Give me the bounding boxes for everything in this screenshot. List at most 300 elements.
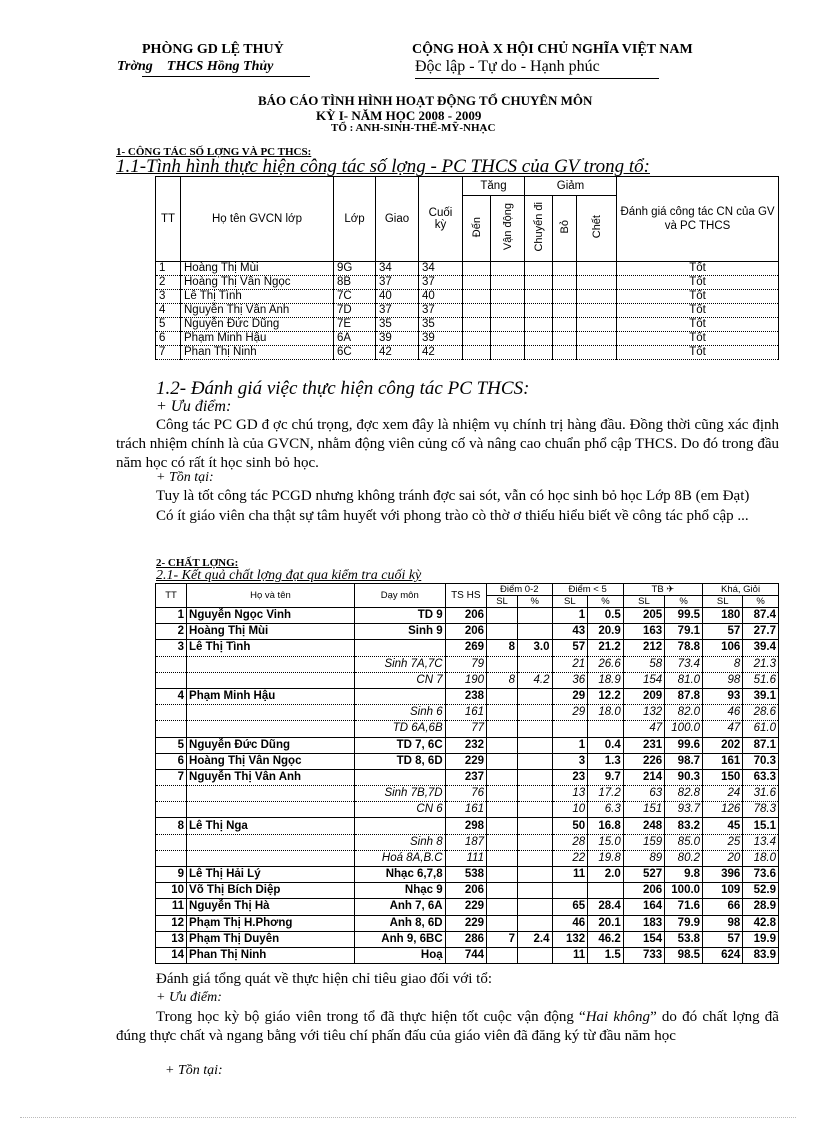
- cell-c: 132: [552, 931, 588, 947]
- cell-ts: 744: [445, 947, 486, 963]
- cell-c: 21: [552, 656, 588, 672]
- cell-c: 22: [552, 850, 588, 866]
- col-lop: Lớp: [334, 177, 376, 262]
- cell-a: 7: [487, 931, 518, 947]
- table-row: [156, 915, 779, 931]
- cell-mon: [354, 818, 445, 834]
- cell-d: 17.2: [588, 786, 624, 802]
- cell-name: Hoàng Thị Mùi: [181, 262, 334, 276]
- cell-name: Hoàng Thị Vân Ngọc: [187, 753, 355, 769]
- cell-tt: 3: [156, 290, 181, 304]
- cell-ts: 206: [445, 883, 486, 899]
- cell-c: 11: [552, 867, 588, 883]
- t2-sl: SL: [552, 596, 588, 608]
- cell-b: 4.2: [518, 672, 552, 688]
- cell-name: Lê Thị Nga: [187, 818, 355, 834]
- cell-empty: [525, 318, 553, 332]
- cell-b: [518, 737, 552, 753]
- cell-a: [487, 608, 518, 624]
- cell-a: [487, 688, 518, 704]
- cell-tt: 7: [156, 769, 187, 785]
- cell-giao: 39: [376, 332, 419, 346]
- table-row: [156, 737, 779, 753]
- cell-g: 45: [703, 818, 743, 834]
- cell-h: 61.0: [743, 721, 779, 737]
- cell-empty: [491, 290, 525, 304]
- cell-a: [487, 786, 518, 802]
- cell-c: 29: [552, 705, 588, 721]
- cell-e: 209: [623, 688, 664, 704]
- cell-empty: [553, 276, 577, 290]
- cell-d: 19.8: [588, 850, 624, 866]
- q-ton-label: + Tồn tại:: [165, 1063, 223, 1078]
- cell-empty: [577, 332, 617, 346]
- cell-mon: Nhạc 6,7,8: [354, 867, 445, 883]
- cell-empty: [525, 290, 553, 304]
- cell-d: 20.1: [588, 915, 624, 931]
- cell-c: 57: [552, 640, 588, 656]
- school-name: [117, 59, 273, 75]
- cell-d: 18.0: [588, 705, 624, 721]
- cell-e: 163: [623, 624, 664, 640]
- cell-b: [518, 721, 552, 737]
- cell-e: 183: [623, 915, 664, 931]
- cell-ts: 232: [445, 737, 486, 753]
- cell-f: 79.9: [665, 915, 703, 931]
- cell-b: [518, 867, 552, 883]
- table-row: [156, 802, 779, 818]
- cell-c: 36: [552, 672, 588, 688]
- pc-uu-text: Công tác PC GD đ ợc chú trọng, đợc xem đây là nhiệm vụ chính trị hàng đầu. Đồng thời cũng xác định trách nhiệm chính là của GVCN, nhằm động viên củng cố và nâng cao chuẩn phổ cập THCS. Do đó trong đầu năm học có rất ít học sinh bỏ học.: [116, 417, 779, 471]
- cell-e: 206: [623, 883, 664, 899]
- table-row: [156, 850, 779, 866]
- table-row: [156, 262, 779, 276]
- cell-h: 73.6: [743, 867, 779, 883]
- cell-tt: [156, 672, 187, 688]
- pc-uu-label: + Ưu điểm:: [156, 398, 232, 415]
- cell-e: 226: [623, 753, 664, 769]
- cell-h: 39.4: [743, 640, 779, 656]
- cell-name: Phạm Minh Hậu: [187, 688, 355, 704]
- cell-tt: [156, 721, 187, 737]
- cell-g: 47: [703, 721, 743, 737]
- cell-c: 13: [552, 786, 588, 802]
- cell-ts: 77: [445, 721, 486, 737]
- cell-ts: 206: [445, 624, 486, 640]
- cell-tt: [156, 834, 187, 850]
- cell-h: 51.6: [743, 672, 779, 688]
- cell-d: 12.2: [588, 688, 624, 704]
- cell-lop: 7E: [334, 318, 376, 332]
- cell-tt: [156, 850, 187, 866]
- cell-cuoi: 37: [419, 304, 463, 318]
- cell-mon: [354, 769, 445, 785]
- cell-b: 3.0: [518, 640, 552, 656]
- cell-a: [487, 883, 518, 899]
- cell-tt: 6: [156, 753, 187, 769]
- col-cuoi-ky: Cuối kỳ: [419, 177, 463, 262]
- cell-d: [588, 721, 624, 737]
- cell-empty: [491, 262, 525, 276]
- cell-a: 8: [487, 672, 518, 688]
- t2-pct: %: [588, 596, 624, 608]
- cell-h: 15.1: [743, 818, 779, 834]
- cell-f: 98.5: [665, 947, 703, 963]
- table-row: [156, 276, 779, 290]
- cell-b: [518, 656, 552, 672]
- cell-a: [487, 721, 518, 737]
- cell-c: [552, 721, 588, 737]
- cell-f: 99.5: [665, 608, 703, 624]
- cell-dg: Tốt: [617, 332, 779, 346]
- q-uu-label: + Ưu điểm:: [156, 990, 222, 1005]
- col-den: Đến: [470, 216, 483, 238]
- cell-g: 66: [703, 899, 743, 915]
- cell-f: 100.0: [665, 721, 703, 737]
- cell-f: 90.3: [665, 769, 703, 785]
- cell-mon: Sinh 7B,7D: [354, 786, 445, 802]
- cell-g: 8: [703, 656, 743, 672]
- table-row: [156, 332, 779, 346]
- cell-g: 396: [703, 867, 743, 883]
- cell-empty: [491, 318, 525, 332]
- cell-f: 9.8: [665, 867, 703, 883]
- section1-heading: 1- CÔNG TÁC SỐ LỢNG VÀ PC THCS:: [116, 146, 312, 158]
- cell-giao: 37: [376, 304, 419, 318]
- overall-eval: Đánh giá tổng quát về thực hiện chỉ tiêu giao đối với tổ:: [156, 971, 492, 987]
- cell-mon: Sinh 6: [354, 705, 445, 721]
- cell-giao: 34: [376, 262, 419, 276]
- cell-cuoi: 40: [419, 290, 463, 304]
- cell-h: 52.9: [743, 883, 779, 899]
- col-tang: Tăng: [463, 177, 525, 196]
- cell-f: 99.6: [665, 737, 703, 753]
- cell-name: [187, 705, 355, 721]
- cell-empty: [463, 276, 491, 290]
- cell-h: 87.1: [743, 737, 779, 753]
- cell-ts: 76: [445, 786, 486, 802]
- cell-b: [518, 624, 552, 640]
- t2-col-mon: Dạy môn: [354, 584, 445, 608]
- cell-b: [518, 818, 552, 834]
- cell-name: [187, 656, 355, 672]
- t2-pct: %: [518, 596, 552, 608]
- cell-e: 151: [623, 802, 664, 818]
- cell-tt: [156, 786, 187, 802]
- section2-1-heading: 2.1- Kết quả chất lợng đạt qua kiểm tra cuối kỳ: [156, 568, 422, 583]
- cell-empty: [525, 304, 553, 318]
- cell-g: 57: [703, 624, 743, 640]
- cell-tt: 5: [156, 318, 181, 332]
- table-row: [156, 818, 779, 834]
- cell-h: 63.3: [743, 769, 779, 785]
- cell-b: [518, 883, 552, 899]
- cell-mon: Sinh 9: [354, 624, 445, 640]
- col-bo: Bỏ: [558, 220, 571, 234]
- cell-e: 527: [623, 867, 664, 883]
- cell-e: 154: [623, 672, 664, 688]
- cell-d: 21.2: [588, 640, 624, 656]
- cell-h: 83.9: [743, 947, 779, 963]
- cell-d: 9.7: [588, 769, 624, 785]
- cell-empty: [463, 332, 491, 346]
- cell-e: 212: [623, 640, 664, 656]
- national-title: CỘNG HOÀ X HỘI CHỦ NGHĨA VIỆT NAM: [412, 42, 693, 57]
- cell-empty: [577, 318, 617, 332]
- cell-name: Võ Thị Bích Diệp: [187, 883, 355, 899]
- school-prefix: Trờng: [117, 59, 153, 74]
- cell-name: Nguyễn Thị Vân Anh: [187, 769, 355, 785]
- cell-ts: 237: [445, 769, 486, 785]
- cell-b: [518, 915, 552, 931]
- cell-d: 1.3: [588, 753, 624, 769]
- cell-b: [518, 753, 552, 769]
- cell-b: [518, 899, 552, 915]
- cell-g: 24: [703, 786, 743, 802]
- cell-e: 214: [623, 769, 664, 785]
- cell-h: 28.9: [743, 899, 779, 915]
- cell-a: [487, 947, 518, 963]
- cell-tt: [156, 705, 187, 721]
- cell-mon: Hoạ: [354, 947, 445, 963]
- table-row: [156, 753, 779, 769]
- t2-pct: %: [743, 596, 779, 608]
- cell-f: 82.0: [665, 705, 703, 721]
- table-row: [156, 688, 779, 704]
- cell-empty: [553, 304, 577, 318]
- cell-tt: 2: [156, 276, 181, 290]
- cell-dg: Tốt: [617, 346, 779, 360]
- cell-c: 1: [552, 608, 588, 624]
- cell-h: 28.6: [743, 705, 779, 721]
- cell-b: [518, 802, 552, 818]
- cell-dg: Tốt: [617, 276, 779, 290]
- t2-pct: %: [665, 596, 703, 608]
- cell-name: Hoàng Thị Vân Ngọc: [181, 276, 334, 290]
- cell-name: [187, 721, 355, 737]
- cell-c: 28: [552, 834, 588, 850]
- report-group: TỔ : ANH-SINH-THỂ-MỸ-NHẠC: [331, 122, 496, 134]
- cell-cuoi: 39: [419, 332, 463, 346]
- table-row: [156, 672, 779, 688]
- cell-e: 154: [623, 931, 664, 947]
- cell-d: 15.0: [588, 834, 624, 850]
- cell-g: 93: [703, 688, 743, 704]
- report-term: KỲ I- NĂM HỌC 2008 - 2009: [316, 108, 482, 123]
- cell-empty: [525, 332, 553, 346]
- cell-dg: Tốt: [617, 262, 779, 276]
- cell-a: [487, 818, 518, 834]
- cell-mon: TD 6A,6B: [354, 721, 445, 737]
- cell-h: 18.0: [743, 850, 779, 866]
- cell-b: [518, 688, 552, 704]
- cell-a: [487, 624, 518, 640]
- cell-e: 58: [623, 656, 664, 672]
- cell-f: 73.4: [665, 656, 703, 672]
- cell-cuoi: 37: [419, 276, 463, 290]
- cell-empty: [553, 346, 577, 360]
- cell-f: 79.1: [665, 624, 703, 640]
- cell-dg: Tốt: [617, 304, 779, 318]
- table-row: [156, 318, 779, 332]
- cell-tt: 9: [156, 867, 187, 883]
- school-title: THCS Hồng Thủy: [166, 59, 274, 74]
- cell-dg: Tốt: [617, 290, 779, 304]
- cell-g: 109: [703, 883, 743, 899]
- cell-a: [487, 915, 518, 931]
- cell-name: [187, 802, 355, 818]
- cell-a: [487, 769, 518, 785]
- cell-ts: 538: [445, 867, 486, 883]
- cell-tt: 11: [156, 899, 187, 915]
- cell-d: [588, 883, 624, 899]
- cell-name: Nguyễn Thị Hà: [187, 899, 355, 915]
- cell-tt: 3: [156, 640, 187, 656]
- cell-g: 98: [703, 915, 743, 931]
- cell-name: Phạm Minh Hậu: [181, 332, 334, 346]
- col-chet: Chết: [590, 215, 603, 239]
- cell-name: [187, 672, 355, 688]
- col-danh-gia: Đánh giá công tác CN của GV và PC THCS: [617, 177, 779, 262]
- cell-g: 180: [703, 608, 743, 624]
- pc-ton-text-2: Có ít giáo viên cha thật sự tâm huyết với phong trào cò thờ ơ thiếu hiểu biết về công tác phổ cập ...: [156, 508, 749, 524]
- cell-a: [487, 850, 518, 866]
- cell-b: [518, 947, 552, 963]
- quality-table: [155, 583, 779, 964]
- cell-d: 1.5: [588, 947, 624, 963]
- cell-b: [518, 834, 552, 850]
- cell-empty: [525, 346, 553, 360]
- cell-a: 8: [487, 640, 518, 656]
- cell-g: 106: [703, 640, 743, 656]
- cell-name: Phạm Thị Duyên: [187, 931, 355, 947]
- cell-name: Nguyễn Đức Dũng: [187, 737, 355, 753]
- cell-e: 733: [623, 947, 664, 963]
- cell-e: 205: [623, 608, 664, 624]
- cell-empty: [463, 346, 491, 360]
- cell-tt: 12: [156, 915, 187, 931]
- cell-empty: [553, 262, 577, 276]
- cell-e: 231: [623, 737, 664, 753]
- cell-mon: Anh 8, 6D: [354, 915, 445, 931]
- col-giao: Giao: [376, 177, 419, 262]
- t2-col-tb: TB ✈: [623, 584, 702, 596]
- cell-name: Phạm Thị H.Phơng: [187, 915, 355, 931]
- cell-ts: 206: [445, 608, 486, 624]
- cell-c: 10: [552, 802, 588, 818]
- table-row: [156, 931, 779, 947]
- t2-col-d02: Điểm 0-2: [487, 584, 553, 596]
- cell-f: 80.2: [665, 850, 703, 866]
- cell-tt: 10: [156, 883, 187, 899]
- section2-heading: 2- CHẤT LỢNG:: [156, 557, 239, 569]
- cell-name: [187, 786, 355, 802]
- cell-a: [487, 737, 518, 753]
- table-row: [156, 883, 779, 899]
- cell-mon: Nhạc 9: [354, 883, 445, 899]
- cell-b: [518, 850, 552, 866]
- cell-h: 31.6: [743, 786, 779, 802]
- cell-tt: 5: [156, 737, 187, 753]
- cell-g: 25: [703, 834, 743, 850]
- cell-tt: 7: [156, 346, 181, 360]
- cell-mon: [354, 640, 445, 656]
- report-title: BÁO CÁO TÌNH HÌNH HOẠT ĐỘNG TỔ CHUYÊN MÔN: [258, 93, 593, 108]
- t2-col-kg: Khá, Giỏi: [703, 584, 779, 596]
- cell-d: 18.9: [588, 672, 624, 688]
- col-chuyen-di: Chuyển đi: [532, 202, 545, 252]
- cell-lop: 6A: [334, 332, 376, 346]
- table-row: [156, 624, 779, 640]
- cell-b: [518, 786, 552, 802]
- cell-g: 46: [703, 705, 743, 721]
- t2-col-tt: TT: [156, 584, 187, 608]
- cell-empty: [525, 262, 553, 276]
- cell-ts: 229: [445, 915, 486, 931]
- pc-ton-text-1: Tuy là tốt công tác PCGD nhưng không tránh đợc sai sót, vẫn có học sinh bỏ học Lớp 8B (em Đạt): [156, 488, 750, 504]
- cell-mon: CN 7: [354, 672, 445, 688]
- cell-name: [187, 850, 355, 866]
- cell-f: 100.0: [665, 883, 703, 899]
- cell-f: 81.0: [665, 672, 703, 688]
- cell-c: 1: [552, 737, 588, 753]
- cell-empty: [463, 262, 491, 276]
- cell-ts: 269: [445, 640, 486, 656]
- cell-mon: CN 6: [354, 802, 445, 818]
- cell-tt: 8: [156, 818, 187, 834]
- cell-ts: 111: [445, 850, 486, 866]
- cell-mon: TD 7, 6C: [354, 737, 445, 753]
- cell-d: 28.4: [588, 899, 624, 915]
- col-tt: TT: [156, 177, 181, 262]
- cell-name: Nguyễn Thị Vân Anh: [181, 304, 334, 318]
- cell-b: [518, 705, 552, 721]
- cell-e: 132: [623, 705, 664, 721]
- cell-dg: Tốt: [617, 318, 779, 332]
- cell-b: [518, 608, 552, 624]
- table-row: [156, 304, 779, 318]
- cell-c: 65: [552, 899, 588, 915]
- cell-h: 27.7: [743, 624, 779, 640]
- table-row: [156, 834, 779, 850]
- col-name: Họ tên GVCN lớp: [181, 177, 334, 262]
- cell-mon: Hoá 8A,B.C: [354, 850, 445, 866]
- cell-c: 46: [552, 915, 588, 931]
- t2-sl: SL: [487, 596, 518, 608]
- cell-name: Lê Thị Tình: [181, 290, 334, 304]
- cell-h: 19.9: [743, 931, 779, 947]
- cell-tt: 13: [156, 931, 187, 947]
- cell-mon: Sinh 8: [354, 834, 445, 850]
- cell-empty: [463, 304, 491, 318]
- cell-f: 71.6: [665, 899, 703, 915]
- cell-c: [552, 883, 588, 899]
- cell-ts: 190: [445, 672, 486, 688]
- cell-h: 39.1: [743, 688, 779, 704]
- table-row: [156, 721, 779, 737]
- dept-name: PHÒNG GD LỆ THUỶ: [142, 42, 284, 57]
- cell-giao: 40: [376, 290, 419, 304]
- cell-a: [487, 705, 518, 721]
- cell-h: 21.3: [743, 656, 779, 672]
- cell-g: 161: [703, 753, 743, 769]
- cell-a: [487, 834, 518, 850]
- cell-tt: 4: [156, 304, 181, 318]
- pc-ton-label: + Tồn tại:: [156, 470, 214, 485]
- cell-empty: [553, 290, 577, 304]
- table-row: [156, 290, 779, 304]
- cell-h: 42.8: [743, 915, 779, 931]
